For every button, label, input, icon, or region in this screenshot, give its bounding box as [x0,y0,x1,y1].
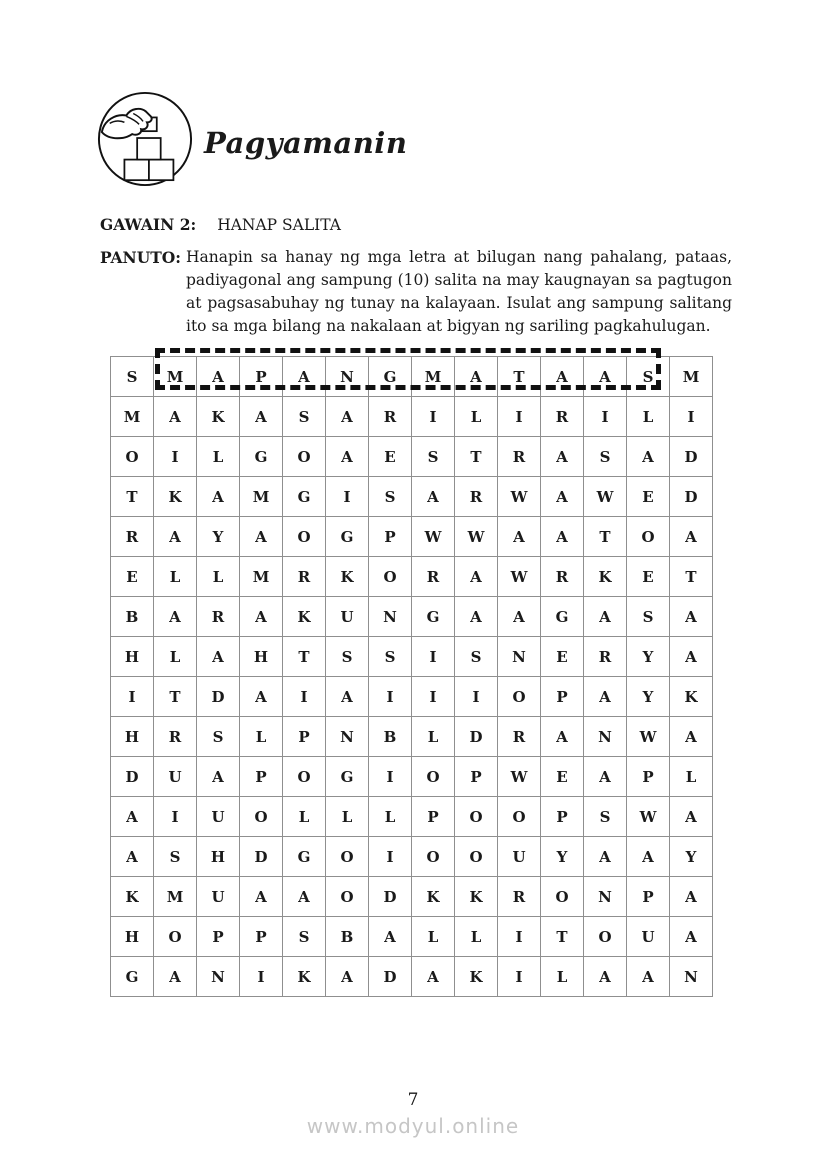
word-grid-cell: A [541,517,584,557]
word-search-grid [110,356,713,997]
word-grid-cell: L [412,717,455,757]
word-grid-cell: A [627,437,670,477]
word-grid-cell: A [670,597,713,637]
word-grid-cell: D [111,757,154,797]
word-grid-cell: O [627,517,670,557]
word-grid-cell: S [197,717,240,757]
word-grid-cell: E [541,637,584,677]
word-grid-cell: O [455,797,498,837]
word-grid-cell: M [154,357,197,397]
word-grid-table [110,356,713,997]
word-grid-cell: S [584,797,627,837]
word-grid-cell: A [197,477,240,517]
word-grid-cell: O [498,677,541,717]
word-grid-cell: I [326,477,369,517]
word-grid-cell: L [455,397,498,437]
word-grid-cell: O [584,917,627,957]
word-grid-cell: R [111,517,154,557]
word-grid-cell: G [326,757,369,797]
hand-stacking-blocks-icon [96,90,194,188]
word-grid-cell: S [627,597,670,637]
word-grid-cell: P [240,757,283,797]
word-grid-cell: M [670,357,713,397]
word-grid-row [111,357,713,397]
word-grid-cell: A [240,677,283,717]
word-grid-row [111,477,713,517]
word-grid-cell: D [455,717,498,757]
word-grid-cell: A [584,357,627,397]
word-grid-cell: T [154,677,197,717]
word-grid-cell: P [627,877,670,917]
word-grid-cell: I [111,677,154,717]
word-grid-cell: N [369,597,412,637]
word-grid-cell: H [111,637,154,677]
word-grid-cell: P [455,757,498,797]
word-grid-cell: R [197,597,240,637]
word-grid-cell: A [197,637,240,677]
word-grid-cell: O [326,877,369,917]
page-number: 7 [407,1090,419,1110]
word-grid-cell: E [369,437,412,477]
word-grid-cell: S [412,437,455,477]
word-grid-cell: O [283,517,326,557]
word-grid-cell: A [283,877,326,917]
word-grid-cell: I [412,397,455,437]
word-grid-cell: P [541,797,584,837]
word-grid-cell: G [111,957,154,997]
word-grid-cell: O [412,757,455,797]
word-grid-cell: U [197,877,240,917]
word-grid-cell: Y [670,837,713,877]
word-grid-cell: S [369,637,412,677]
word-grid-cell: K [283,597,326,637]
word-grid-cell: L [670,757,713,797]
word-grid-row [111,517,713,557]
word-grid-cell: Y [627,677,670,717]
word-grid-row [111,917,713,957]
word-grid-cell: K [584,557,627,597]
word-grid-cell: S [369,477,412,517]
activity-name: HANAP SALITA [217,216,341,234]
word-grid-cell: K [455,877,498,917]
word-grid-cell: L [283,797,326,837]
word-grid-cell: O [283,757,326,797]
word-grid-cell: I [369,677,412,717]
word-grid-cell: A [541,357,584,397]
word-grid-cell: G [326,517,369,557]
word-grid-cell: A [584,837,627,877]
page-title: Pagyamanin [204,126,408,160]
word-grid-cell: R [498,877,541,917]
word-grid-cell: U [498,837,541,877]
word-grid-cell: E [627,557,670,597]
word-grid-cell: B [369,717,412,757]
word-grid-cell: K [283,957,326,997]
activity-label: GAWAIN 2: [100,215,197,234]
word-grid-cell: A [240,517,283,557]
word-grid-cell: W [412,517,455,557]
word-grid-cell: L [197,557,240,597]
word-grid-cell: G [283,477,326,517]
word-grid-row [111,877,713,917]
word-grid-cell: O [541,877,584,917]
word-grid-cell: H [197,837,240,877]
word-grid-cell: S [326,637,369,677]
word-grid-cell: G [240,437,283,477]
word-grid-cell: O [498,797,541,837]
word-grid-cell: W [498,557,541,597]
word-grid-cell: I [584,397,627,437]
word-grid-cell: U [326,597,369,637]
word-grid-cell: A [154,397,197,437]
word-grid-cell: A [197,357,240,397]
word-grid-cell: A [498,597,541,637]
word-grid-cell: N [197,957,240,997]
word-grid-cell: P [240,357,283,397]
word-grid-cell: T [541,917,584,957]
word-grid-cell: P [283,717,326,757]
activity-heading [100,215,341,234]
word-grid-cell: A [541,717,584,757]
word-grid-cell: N [498,637,541,677]
word-grid-cell: A [455,557,498,597]
word-grid-cell: W [584,477,627,517]
word-grid-cell: A [154,957,197,997]
word-grid-cell: D [670,477,713,517]
word-grid-cell: I [369,757,412,797]
word-grid-cell: N [584,717,627,757]
word-grid-cell: H [111,917,154,957]
word-grid-cell: A [412,477,455,517]
word-grid-cell: A [541,477,584,517]
word-grid-cell: R [584,637,627,677]
word-grid-cell: P [369,517,412,557]
word-grid-cell: W [498,477,541,517]
word-grid-cell: E [111,557,154,597]
word-grid-cell: L [154,637,197,677]
word-grid-cell: N [670,957,713,997]
word-grid-cell: I [498,917,541,957]
word-grid-cell: O [326,837,369,877]
word-grid-cell: A [584,757,627,797]
word-grid-cell: I [412,637,455,677]
word-grid-cell: S [627,357,670,397]
word-grid-cell: I [283,677,326,717]
word-grid-cell: R [412,557,455,597]
word-grid-cell: A [326,397,369,437]
word-grid-cell: O [154,917,197,957]
word-grid-cell: O [455,837,498,877]
word-grid-cell: A [670,877,713,917]
word-grid-cell: A [670,517,713,557]
word-grid-cell: A [455,357,498,397]
word-grid-cell: L [240,717,283,757]
word-grid-cell: U [154,757,197,797]
word-grid-cell: A [412,957,455,997]
word-grid-cell: T [455,437,498,477]
word-grid-cell: A [240,597,283,637]
word-grid-cell: D [197,677,240,717]
word-grid-cell: O [412,837,455,877]
word-grid-cell: W [627,797,670,837]
word-grid-cell: D [240,837,283,877]
word-grid-cell: A [584,677,627,717]
word-grid-cell: A [326,677,369,717]
word-grid-row [111,397,713,437]
word-grid-cell: P [541,677,584,717]
word-grid-cell: A [670,637,713,677]
word-grid-cell: Y [627,637,670,677]
word-grid-cell: P [197,917,240,957]
word-grid-cell: I [412,677,455,717]
word-grid-cell: U [197,797,240,837]
word-grid-cell: A [154,597,197,637]
word-grid-cell: S [154,837,197,877]
word-grid-cell: D [670,437,713,477]
word-grid-cell: L [197,437,240,477]
word-grid-cell: D [369,877,412,917]
word-grid-cell: A [111,797,154,837]
word-grid-cell: A [326,957,369,997]
word-grid-cell: R [369,397,412,437]
word-grid-body [111,357,713,997]
word-grid-cell: P [240,917,283,957]
word-grid-cell: S [455,637,498,677]
word-grid-row [111,717,713,757]
word-grid-row [111,957,713,997]
word-grid-cell: L [412,917,455,957]
word-grid-cell: K [412,877,455,917]
word-grid-cell: A [627,837,670,877]
word-grid-cell: S [283,917,326,957]
word-grid-cell: A [369,917,412,957]
word-grid-cell: M [154,877,197,917]
word-grid-cell: G [369,357,412,397]
word-grid-cell: A [498,517,541,557]
word-grid-cell: R [541,397,584,437]
word-grid-row [111,557,713,597]
word-grid-cell: K [154,477,197,517]
word-grid-cell: T [670,557,713,597]
word-grid-cell: A [455,597,498,637]
word-grid-cell: R [455,477,498,517]
instructions-text: Hanapin sa hanay ng mga letra at bilugan nang pahalang, pataas, padiyagonal ang sampung (10) salita na may kaugnayan sa pagtugon at pagsasabuhay ng tunay na kalayaan. Isulat ang sampung salitang ito sa mga bilang na nakalaan at bigyan ng sariling pagkahulugan. [186,248,732,335]
word-grid-cell: A [670,917,713,957]
word-grid-cell: I [154,437,197,477]
watermark-text: www.modyul.online [306,1114,520,1138]
word-grid-cell: L [369,797,412,837]
word-grid-cell: G [283,837,326,877]
word-grid-cell: E [627,477,670,517]
instructions [100,246,732,338]
word-grid-cell: R [541,557,584,597]
word-grid-cell: A [584,957,627,997]
word-grid-row [111,437,713,477]
word-grid-cell: S [111,357,154,397]
word-grid-cell: A [326,437,369,477]
word-grid-cell: A [240,397,283,437]
word-grid-cell: H [111,717,154,757]
word-grid-cell: R [283,557,326,597]
word-grid-cell: A [111,837,154,877]
word-grid-cell: K [455,957,498,997]
word-grid-cell: T [584,517,627,557]
word-grid-cell: S [584,437,627,477]
word-grid-cell: M [240,557,283,597]
word-grid-cell: H [240,637,283,677]
word-grid-cell: N [326,357,369,397]
word-grid-cell: A [627,957,670,997]
word-grid-cell: O [240,797,283,837]
word-grid-cell: K [670,677,713,717]
word-grid-cell: M [240,477,283,517]
word-grid-cell: N [584,877,627,917]
word-grid-cell: G [541,597,584,637]
word-grid-cell: I [369,837,412,877]
word-grid-cell: O [369,557,412,597]
word-grid-row [111,597,713,637]
word-grid-cell: L [627,397,670,437]
word-grid-cell: A [240,877,283,917]
word-grid-cell: N [326,717,369,757]
word-grid-cell: L [541,957,584,997]
word-grid-cell: O [283,437,326,477]
word-grid-cell: R [498,717,541,757]
word-grid-cell: K [326,557,369,597]
word-grid-cell: Y [541,837,584,877]
word-grid-cell: A [541,437,584,477]
word-grid-cell: R [498,437,541,477]
word-grid-cell: I [498,397,541,437]
word-grid-cell: K [111,877,154,917]
word-grid-cell: P [412,797,455,837]
word-grid-cell: U [627,917,670,957]
word-grid-cell: A [197,757,240,797]
word-grid-cell: T [283,637,326,677]
word-grid-row [111,837,713,877]
word-grid-cell: G [412,597,455,637]
word-grid-cell: E [541,757,584,797]
word-grid-cell: B [326,917,369,957]
word-grid-cell: R [154,717,197,757]
word-grid-row [111,637,713,677]
word-grid-row [111,757,713,797]
word-grid-cell: O [111,437,154,477]
word-grid-cell: T [111,477,154,517]
word-grid-cell: W [498,757,541,797]
word-grid-cell: A [283,357,326,397]
word-grid-row [111,797,713,837]
word-grid-cell: Y [197,517,240,557]
word-grid-cell: L [326,797,369,837]
word-grid-cell: P [627,757,670,797]
word-grid-cell: B [111,597,154,637]
word-grid-cell: D [369,957,412,997]
word-grid-cell: I [670,397,713,437]
word-grid-row [111,677,713,717]
word-grid-cell: M [412,357,455,397]
word-grid-cell: L [455,917,498,957]
word-grid-cell: W [455,517,498,557]
word-grid-cell: A [670,797,713,837]
word-grid-cell: I [498,957,541,997]
word-grid-cell: I [240,957,283,997]
word-grid-cell: A [584,597,627,637]
word-grid-cell: I [154,797,197,837]
word-grid-cell: M [111,397,154,437]
word-grid-cell: S [283,397,326,437]
word-grid-cell: T [498,357,541,397]
instructions-label: PANUTO: [100,248,181,267]
word-grid-cell: L [154,557,197,597]
word-grid-cell: I [455,677,498,717]
word-grid-cell: A [154,517,197,557]
word-grid-cell: K [197,397,240,437]
word-grid-cell: A [670,717,713,757]
word-grid-cell: W [627,717,670,757]
